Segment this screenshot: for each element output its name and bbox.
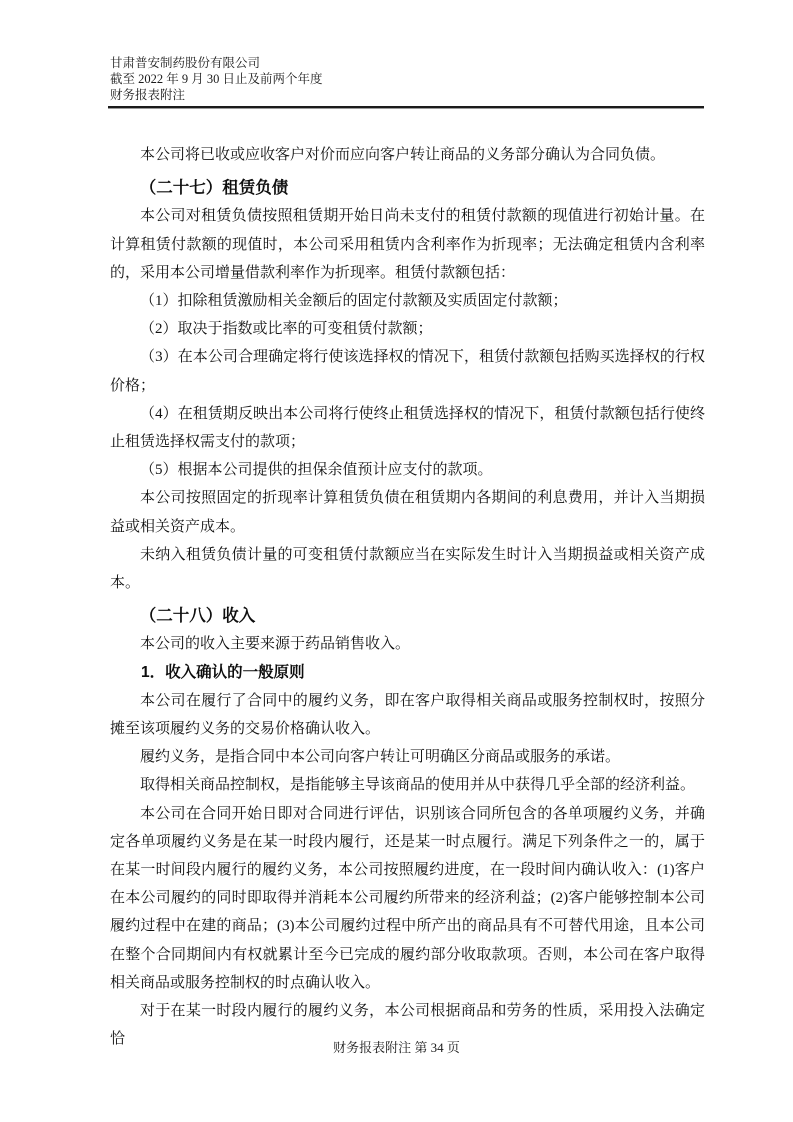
section-27-heading: （二十七）租赁负债: [139, 179, 289, 198]
paragraph-revenue-source: 本公司的收入主要来源于药品销售收入。: [140, 636, 411, 653]
header-doc-title: 财务报表附注: [110, 87, 186, 102]
paragraph-contract-evaluation: 本公司在合同开始日即对合同进行评估，识别该合同所包含的各单项履约义务，并确定各单项履约义务是在某一时段内履行，还是某一时点履行。满足下列条件之一的，属于在某一时间段内履行的履约义务，本公司按照履约进度，在一段时间内确认收入：(1)客户在本公司履约的同时即取得并消耗本公司履约所带来的经济利益；(2)客户能够控制本公司履约过程中在建的商品；(3)本公司履约过程中所产出的商品具有不可替代用途，且本公司在整个合同期间内有权就累计至今已完成的履约部分收取款项。否则，本公司在客户取得相关商品或服务控制权的时点确认收入。: [110, 805, 705, 991]
page-footer: [0, 1039, 793, 1057]
paragraph-variable-lease-payments: 未纳入租赁负债计量的可变租赁付款额应当在实际发生时计入当期损益或相关资产成本。: [110, 546, 705, 592]
paragraph-lease-initial-measurement: 本公司对租赁负债按照租赁期开始日尚未支付的租赁付款额的现值进行初始计量。在计算租赁付款额的现值时，本公司采用租赁内含利率作为折现率；无法确定租赁内含利率的，采用本公司增量借款利率作为折现率。租赁付款额包括：: [110, 208, 705, 281]
revenue-recognition-subheading: 1．收入确认的一般原则: [141, 663, 305, 681]
paragraph-contract-liability: 本公司将已收或应收客户对价而应向客户转让商品的义务部分确认为合同负债。: [140, 147, 666, 163]
page-header: [110, 56, 708, 103]
paragraph-revenue-recognition-1: 本公司在履行了合同中的履约义务，即在客户取得相关商品或服务控制权时，按照分摊至该项履约义务的交易价格确认收入。: [110, 692, 705, 738]
section-28-heading: （二十八）收入: [139, 607, 256, 626]
paragraph-lease-interest: 本公司按照固定的折现率计算租赁负债在租赁期内各期间的利息费用，并计入当期损益或相关资产成本。: [110, 490, 705, 535]
header-company-name: 甘肃普安制药股份有限公司: [110, 56, 261, 70]
lease-payment-item-5: （5）根据本公司提供的担保余值预计应支付的款项。: [140, 462, 493, 479]
header-rule: [108, 106, 704, 109]
header-period-line: 截至 2022 年 9 月 30 日止及前两个年度: [110, 71, 323, 86]
lease-payment-item-1: （1）扣除租赁激励相关金额后的固定付款额及实质固定付款额；: [140, 293, 568, 310]
paragraph-performance-obligation: 履约义务，是指合同中本公司向客户转让可明确区分商品或服务的承诺。: [140, 749, 621, 766]
lease-payment-item-2: （2）取决于指数或比率的可变租赁付款额；: [140, 321, 433, 338]
lease-payment-item-4: （4）在租赁期反映出本公司将行使终止租赁选择权的情况下，租赁付款额包括行使终止租赁选择权需支付的款项；: [110, 405, 705, 451]
paragraph-control-definition: 取得相关商品控制权，是指能够主导该商品的使用并从中获得几乎全部的经济利益。: [140, 777, 696, 794]
paragraph-input-method: 对于在某一时段内履行的履约义务，本公司根据商品和劳务的性质，采用投入法确定恰: [110, 1003, 705, 1048]
footer-page-label: 财务报表附注 第 34 页: [333, 1040, 460, 1055]
document-body: [110, 141, 705, 1054]
lease-payment-item-3: （3）在本公司合理确定将行使该选择权的情况下，租赁付款额包括购买选择权的行权价格；: [110, 349, 705, 394]
